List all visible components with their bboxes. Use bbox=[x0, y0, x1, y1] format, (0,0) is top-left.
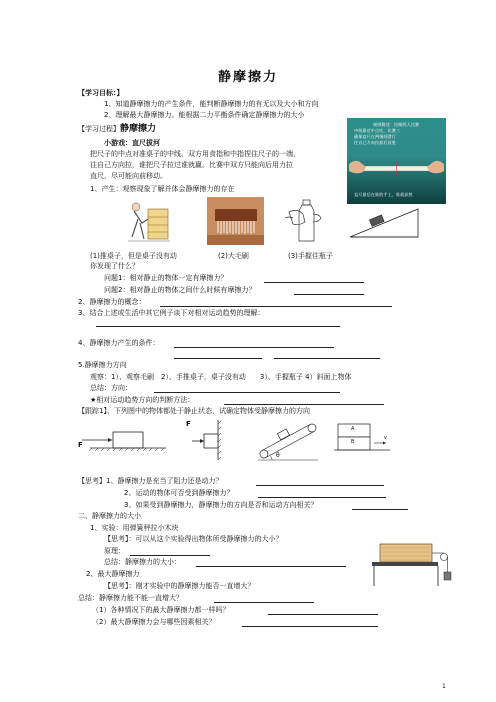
max-q2: （2）最大静摩擦力会与哪些因素相关？ bbox=[92, 618, 216, 626]
think-q2: 2、运动的物体可否受到静摩擦力？ bbox=[124, 489, 234, 497]
answer-line-direction bbox=[154, 392, 340, 393]
figure-block-floor bbox=[78, 420, 168, 460]
section-2-label: 2、静摩擦力的概念： bbox=[78, 298, 146, 306]
size-summary: 总结：静摩擦力的大小： bbox=[104, 558, 181, 566]
process-header-bracket: 【学习过程】 bbox=[78, 125, 120, 133]
experiment-label: 1、实验：用弹簧秤拉小木块 bbox=[90, 524, 179, 532]
answer-line-q1 bbox=[264, 282, 364, 283]
think-q3: 3、如果受到静摩擦力，静摩擦力的方向是否和运动方向相关？ bbox=[124, 501, 318, 509]
answer-line-think2 bbox=[258, 497, 386, 498]
answer-line-max-q2 bbox=[242, 626, 378, 627]
block-a-label: A bbox=[351, 426, 355, 432]
photo-text-3: 确保直尺在两指间滑行 bbox=[354, 134, 396, 139]
answer-line-think3 bbox=[352, 509, 408, 510]
max-think: 【思考】：刚才实验中的静摩擦力能否一直增大？ bbox=[104, 582, 255, 590]
observe-text: 观察：1）、观察毛刷 2）、手推桌子，桌子没有动 3）、手握瓶子 4）斜面上物体 bbox=[90, 373, 352, 381]
star-method: ★相对运动趋势方向的判断方法： bbox=[90, 396, 195, 404]
velocity-label: v bbox=[384, 435, 387, 441]
answer-line-max-q1 bbox=[268, 614, 378, 615]
answer-line-method bbox=[224, 404, 384, 405]
answer-line-s3 bbox=[96, 326, 340, 327]
photo-text-1: 规则简述：拉绳两人比赛 bbox=[373, 122, 420, 127]
photo-text-2: 中线靠近中点比，比赛三 bbox=[354, 128, 401, 133]
incline-block-figure bbox=[348, 205, 420, 239]
section-4-label: 4、静摩擦力产生的条件： bbox=[78, 339, 160, 347]
objective-2: 2、理解最大静摩擦力。能根据二力平衡条件确定静摩擦力的大小 bbox=[104, 111, 305, 119]
figure-block-wall bbox=[180, 418, 230, 462]
brush-photo bbox=[207, 197, 264, 245]
push-desk-figure bbox=[128, 197, 170, 245]
game-line-2: 往自己方向拉，谁把尺子拉过谁就赢。比赛中双方只能向后用力拉 bbox=[90, 161, 293, 169]
process-header-bold: 静摩擦力 bbox=[120, 124, 157, 134]
principle-label: 原理： bbox=[104, 547, 125, 555]
answer-line-max bbox=[214, 602, 314, 603]
question-2: 问题2：相对静止的物体之间什么时候有摩擦力？ bbox=[104, 286, 256, 294]
objective-1: 1、知道静摩擦力的产生条件，能判断静摩擦力的有无以及大小和方向 bbox=[104, 100, 319, 108]
spring-scale-figure bbox=[370, 538, 452, 588]
track-1: 【跟踪1】、下列图中的物体都处于静止状态，试确定物体受静摩擦力的方向 bbox=[78, 407, 310, 415]
question-1: 问题1：相对静止的物体一定有摩擦力？ bbox=[104, 274, 228, 282]
max-static-label: 2、最大静摩擦力 bbox=[86, 570, 140, 578]
caption-bottle: (3)手握住瓶子 bbox=[288, 252, 333, 260]
answer-line-s4c bbox=[274, 358, 380, 359]
force-label-2: F bbox=[186, 420, 191, 428]
page-number: 1 bbox=[442, 683, 446, 690]
game-line-3: 直尺，尽可能向前移动。 bbox=[90, 172, 167, 180]
photo-text-5: 直尺最后在谁的手上，谁就获胜 bbox=[354, 192, 413, 197]
page-title: 静摩擦力 bbox=[217, 70, 278, 85]
answer-line-principle bbox=[130, 555, 210, 556]
force-label-1: F bbox=[78, 441, 83, 449]
answer-line-size bbox=[196, 566, 346, 567]
bottle-hand-figure bbox=[285, 196, 329, 244]
section-3-label: 3、结合上述或生活中其它例子谈下对相对运动趋势的理解： bbox=[78, 309, 265, 317]
objectives-header: 【学习目标：】 bbox=[78, 89, 124, 97]
summary-direction: 总结：方向： bbox=[90, 384, 132, 392]
section-1-label: 1、产生：观察现象了解并体会静摩擦力的存在 bbox=[90, 185, 235, 193]
answer-line-s4a bbox=[174, 347, 334, 348]
max-q1: （1）各种情况下的最大静摩擦力都一样吗？ bbox=[92, 606, 230, 614]
found-question: 你发现了什么？ bbox=[90, 262, 139, 270]
part2-label: 二、静摩擦力的大小 bbox=[78, 512, 141, 520]
block-b-label: B bbox=[351, 439, 355, 445]
figure-stacked-blocks bbox=[334, 420, 392, 458]
game-title: 小游戏：直尺拔河 bbox=[104, 139, 160, 147]
answer-line-s2 bbox=[160, 306, 392, 307]
theta-label: θ bbox=[276, 452, 280, 459]
experiment-think: 【思考】：可以从这个实验得出物体所受静摩擦力的大小？ bbox=[104, 535, 283, 543]
figure-conveyor bbox=[256, 420, 320, 462]
answer-line-q2 bbox=[294, 294, 364, 295]
caption-brush: (2)大毛刷 bbox=[218, 252, 249, 260]
photo-text-4: 往自己方向拉最后获胜 bbox=[354, 140, 396, 145]
max-summary: 总结：静摩擦力能不能一直增大？ bbox=[78, 594, 183, 602]
game-line-1: 把尺子的中点对准桌子的中线，双方用食指和中指捏住尺子的一端， bbox=[90, 150, 300, 158]
answer-line-think1 bbox=[256, 485, 384, 486]
process-header bbox=[78, 125, 156, 134]
ruler-game-photo bbox=[347, 118, 446, 204]
caption-push-desk: (1)推桌子，但是桌子没有动 bbox=[90, 252, 177, 260]
answer-line-s4b bbox=[174, 358, 262, 359]
section-5-label: 5.静摩擦力方向 bbox=[78, 361, 127, 369]
think-q1: 【思考】1、静摩擦力是充当了阻力还是动力？ bbox=[78, 477, 223, 485]
